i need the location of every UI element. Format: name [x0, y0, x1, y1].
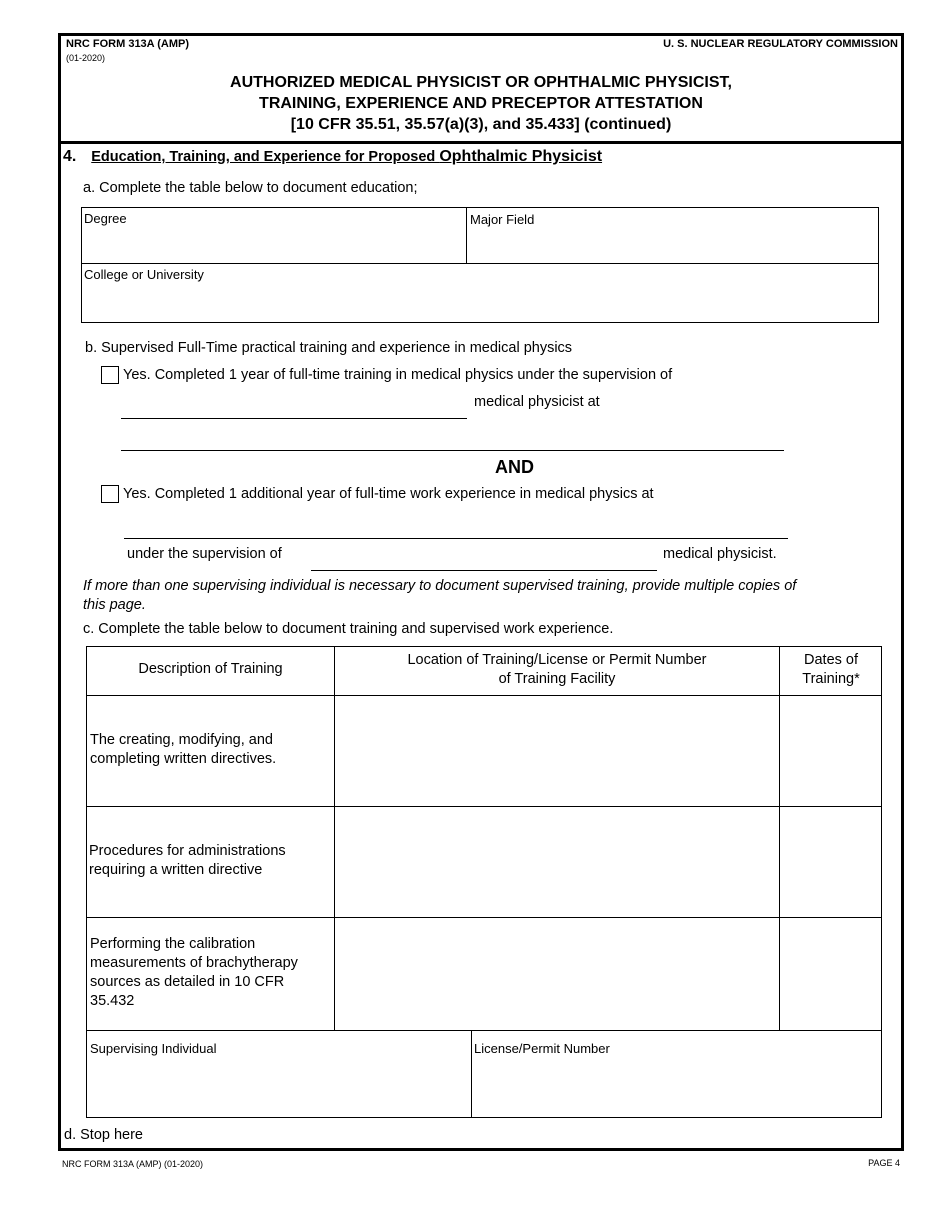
- experience-location-line[interactable]: [124, 538, 788, 539]
- col-location-header: [335, 651, 779, 689]
- row-1-location-field[interactable]: [335, 696, 779, 806]
- row-1-description: The creating, modifying, and completing written directives.: [90, 732, 277, 767]
- license-permit-label: License/Permit Number: [474, 1041, 610, 1056]
- physicist-at-text: medical physicist at: [474, 394, 600, 410]
- row-3-description: Performing the calibration measurements of brachytherapy sources as detailed in 10 CFR 35.432: [90, 936, 298, 1009]
- section-heading-part2: Ophthalmic Physicist: [439, 148, 603, 165]
- multiple-supervisors-note: If more than one supervising individual is necessary to document supervised training, provide multiple copies of this page.: [83, 578, 797, 613]
- yes-experience-checkbox[interactable]: [101, 485, 119, 503]
- training-location-line[interactable]: [121, 450, 784, 451]
- row-2-description: Procedures for administrations requiring a written directive: [89, 843, 286, 878]
- form-title-line3: [10 CFR 35.51, 35.57(a)(3), and 35.433] (continued): [290, 116, 672, 133]
- college-field[interactable]: [82, 264, 878, 322]
- license-permit-field[interactable]: [472, 1031, 881, 1117]
- row-2-location-field[interactable]: [335, 807, 779, 917]
- yes-experience-text: Yes. Completed 1 additional year of full-time work experience in medical physics at: [123, 486, 654, 502]
- supervisor-name-line-2[interactable]: [311, 570, 657, 571]
- major-label: Major Field: [470, 212, 535, 227]
- item-d-text: d. Stop here: [64, 1127, 143, 1143]
- col-dates-header: [780, 651, 882, 689]
- degree-label: Degree: [84, 211, 127, 226]
- major-field[interactable]: [467, 208, 878, 263]
- yes-training-checkbox[interactable]: [101, 366, 119, 384]
- item-c-text: c. Complete the table below to document training and supervised work experience.: [83, 621, 614, 637]
- col-dates-header-line2: Training*: [802, 671, 860, 687]
- row-2-dates-field[interactable]: [780, 807, 882, 917]
- item-b-text: b. Supervised Full-Time practical training and experience in medical physics: [85, 340, 573, 356]
- and-label: AND: [495, 457, 534, 477]
- row-3-dates-field[interactable]: [780, 918, 882, 1030]
- section-heading-part1: Education, Training, and Experience for Proposed: [91, 149, 440, 165]
- footer-form-ref: NRC FORM 313A (AMP) (01-2020): [62, 1159, 204, 1169]
- under-supervision-text: under the supervision of: [127, 546, 282, 562]
- supervising-individual-field[interactable]: [87, 1031, 471, 1117]
- form-date: (01-2020): [66, 53, 106, 63]
- header-divider: [58, 141, 904, 144]
- section-number: 4.: [63, 148, 77, 165]
- row-3-location-field[interactable]: [335, 918, 779, 1030]
- form-title-line1: AUTHORIZED MEDICAL PHYSICIST OR OPHTHALMIC PHYSICIST,: [230, 74, 732, 91]
- page-number: PAGE 4: [868, 1158, 900, 1168]
- section-4-heading: [63, 148, 602, 166]
- col-location-header-line1: Location of Training/License or Permit Number: [407, 652, 707, 668]
- agency-name: U. S. NUCLEAR REGULATORY COMMISSION: [663, 38, 898, 50]
- supervisor-name-line-1[interactable]: [121, 418, 467, 419]
- col-description-header: Description of Training: [138, 661, 283, 677]
- row-1-dates-field[interactable]: [780, 696, 882, 806]
- form-title-line2: TRAINING, EXPERIENCE AND PRECEPTOR ATTESTATION: [259, 95, 703, 112]
- form-id: NRC FORM 313A (AMP): [66, 38, 190, 50]
- degree-field[interactable]: [82, 208, 466, 263]
- yes-training-text: Yes. Completed 1 year of full-time training in medical physics under the supervision of: [123, 367, 673, 383]
- college-label: College or University: [84, 267, 204, 282]
- item-a-text: a. Complete the table below to document education;: [83, 180, 418, 196]
- col-location-header-line2: of Training Facility: [498, 671, 616, 687]
- medical-physicist-text: medical physicist.: [663, 546, 777, 562]
- supervising-individual-label: Supervising Individual: [90, 1041, 217, 1056]
- col-dates-header-line1: Dates of: [804, 652, 858, 668]
